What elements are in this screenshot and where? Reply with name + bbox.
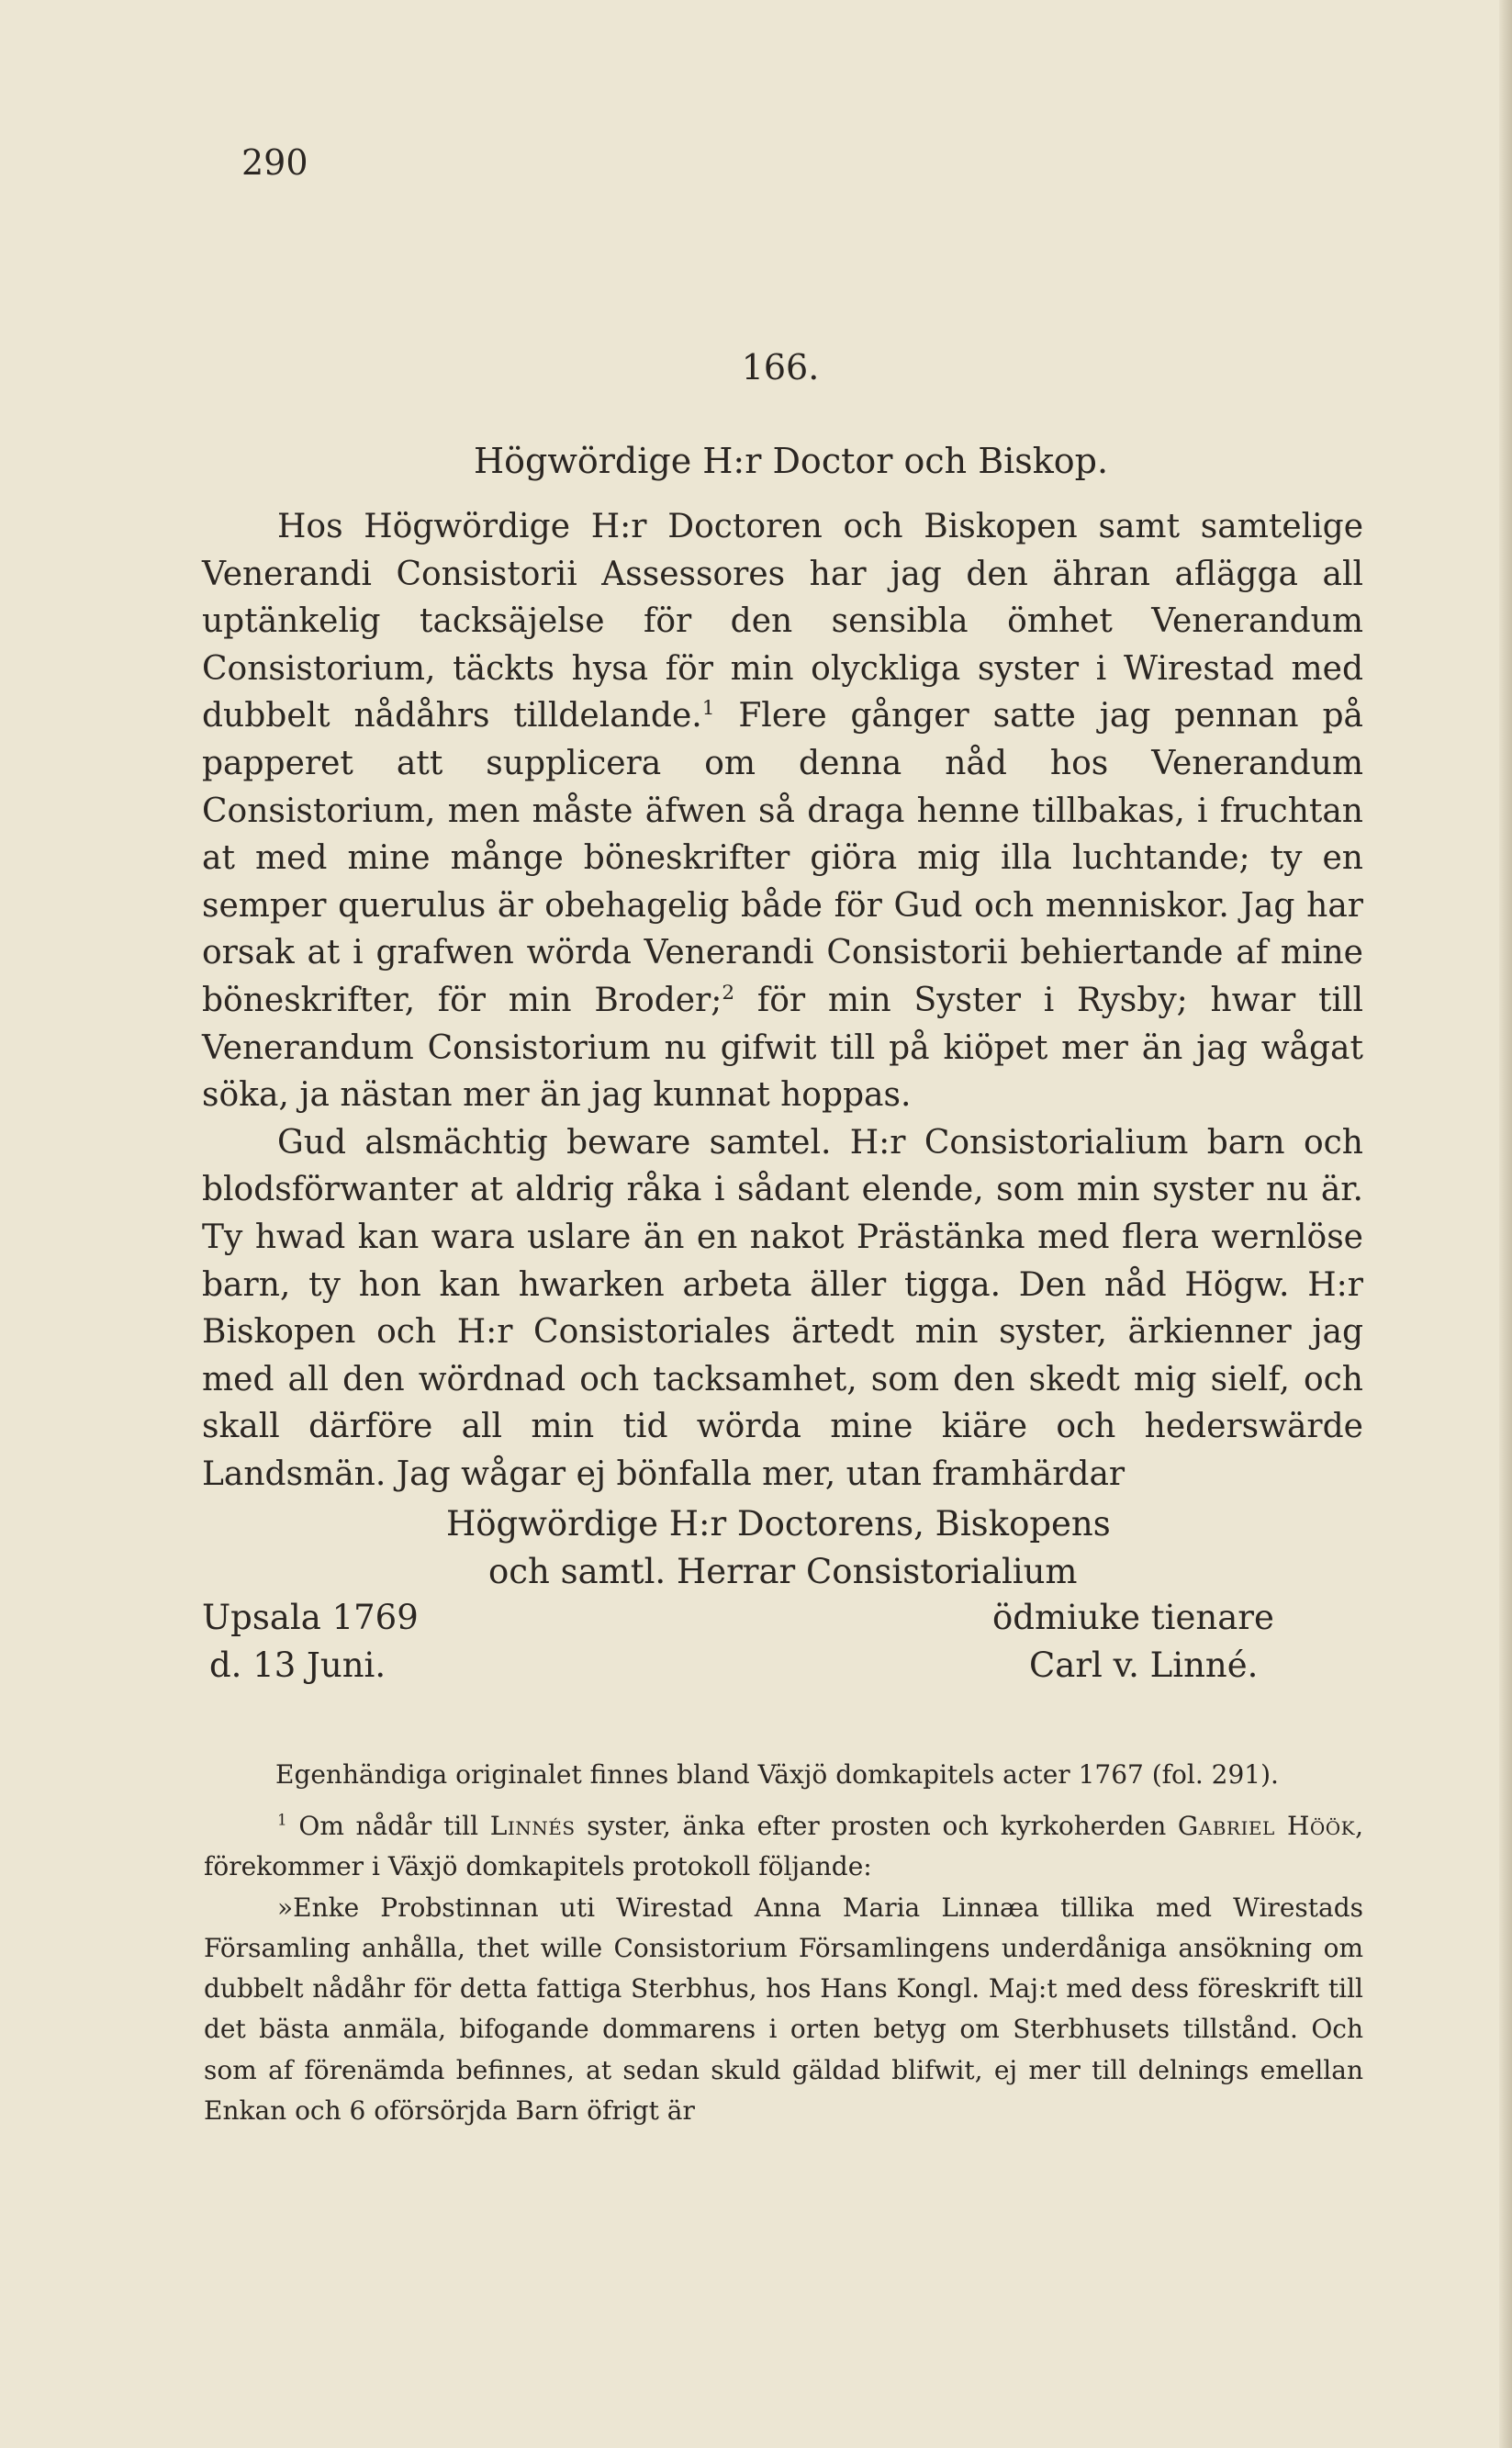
paragraph-1-part-1: Hos Högwördige H:r Doctoren och Biskopen samt samtelige Venerandi Consistorii Assessores har jag den ähran aflägga all uptänkelig tacksäjelse för den sensibla ömhet Venerandum Consistorium, täckts hysa för min olyckliga syster i Wirestad med dubbelt nådåhrs tilldelande.: [202, 508, 1363, 736]
footnote-1-name-1: Linnés: [489, 1811, 576, 1841]
paragraph-1-part-2: Flere gånger satte jag pennan på papperet att supplicera om denna nåd hos Venerandum Consistorium, men måste äfwen så draga henne tillbakas, i fruchtan at med mine månge böneskrifter giöra mig illa luchtande; ty en semper querulus är obehagelig både för Gud och menniskor. Jag har orsak at i grafwen wörda Venerandi Consistorii behiertande af mine böneskrifter, för min Broder;: [202, 697, 1363, 1019]
salutation: Högwördige H:r Doctor och Biskop.: [474, 441, 1109, 481]
signature: Carl v. Linné.: [1029, 1645, 1259, 1685]
closing-line-1: Högwördige H:r Doctorens, Biskopens: [446, 1504, 1111, 1544]
paragraph-1-part-3: för min Syster i Rysby; hwar till Venerandum Consistorium nu gifwit till på kiöpet mer än jag wågat söka, ja nästan mer än jag kunnat hoppas.: [202, 981, 1363, 1115]
footnote-1-text-2: syster, änka efter prosten och kyrkoherden: [575, 1811, 1178, 1841]
footnote-marker-1: 1: [701, 697, 715, 721]
footnote-1-marker: 1: [277, 1810, 287, 1829]
footnote-marker-2: 2: [722, 981, 735, 1005]
place-line: Upsala 1769: [202, 1598, 419, 1637]
footnote-1-intro: [204, 1806, 1363, 1888]
footnote-1-text-1: Om nådår till: [286, 1811, 490, 1841]
date-line: d. 13 Juni.: [209, 1645, 386, 1685]
humble-servant-line: ödmiuke tienare: [992, 1598, 1274, 1637]
paragraph-2: Gud alsmächtig beware samtel. H:r Consistorialium barn och blodsförwanter at aldrig råka i sådant elende, som min syster nu är. Ty hwad kan wara uslare än en nakot Prästänka med flera wernlöse barn, ty hon kan hwarken arbeta äller tigga. Den nåd Högw. H:r Biskopen och H:r Consistoriales ärtedt min syster, ärkienner jag med all den wördnad och tacksamhet, som den skedt mig sielf, och skall därföre all min tid wörda mine kiäre och hederswärde Landsmän. Jag wågar ej bönfalla mer, utan framhärdar: [202, 1123, 1363, 1493]
page-number: 290: [241, 142, 308, 183]
source-note: Egenhändiga originalet finnes bland Växjö domkapitels acter 1767 (fol. 291).: [275, 1759, 1279, 1790]
letter-body: [202, 503, 1363, 1498]
closing-line-2: och samtl. Herrar Consistorialium: [488, 1552, 1078, 1591]
paragraph-1: [202, 503, 1363, 1119]
footnote-1-name-2: Gabriel Höök: [1177, 1811, 1356, 1841]
footnote-1-text-3: , förekommer i Växjö domkapitels protokoll följande:: [204, 1811, 1364, 1882]
letter-number: 166.: [741, 347, 820, 387]
footnote-1: [204, 1806, 1363, 2131]
footnote-1-quote: »Enke Probstinnan uti Wirestad Anna Maria Linnæa tillika med Wirestads Församling anhålla, thet wille Consistorium Församlingens underdåniga ansökning om dubbelt nådåhr för detta fattiga Sterbhus, hos Hans Kongl. Maj:t med dess föreskrift till det bästa anmäla, bifogande dommarens i orten betyg om Sterbhusets tillstånd. Och som af förenämda befinnes, at sedan skuld gäldad blifwit, ej mer till delnings emellan Enkan och 6 oförsörjda Barn öfrigt är: [204, 1892, 1363, 2127]
